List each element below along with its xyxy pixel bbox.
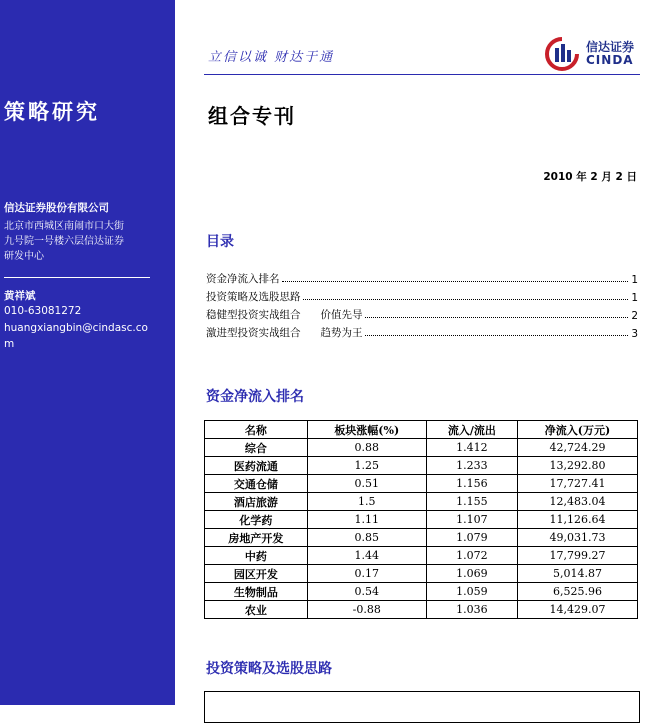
cell-change: 0.54 [307, 583, 426, 601]
slogan: 立信以诚 财达于通 [208, 50, 335, 65]
toc-item[interactable] [206, 268, 638, 286]
document-date: 2010 年 2 月 2 日 [543, 171, 637, 183]
cell-net-inflow: 17,727.41 [517, 475, 637, 493]
toc-leader [282, 281, 629, 282]
table-row [205, 565, 638, 583]
cell-name: 园区开发 [205, 565, 308, 583]
toc-leader [365, 335, 628, 336]
cell-change: 0.85 [307, 529, 426, 547]
table-of-contents [206, 268, 638, 340]
cell-name: 酒店旅游 [205, 493, 308, 511]
cell-net-inflow: 14,429.07 [517, 601, 637, 619]
document-title: 组合专刊 [208, 104, 296, 128]
cell-name: 农业 [205, 601, 308, 619]
cell-change: 0.17 [307, 565, 426, 583]
cell-ratio: 1.412 [426, 439, 517, 457]
cell-change: -0.88 [307, 601, 426, 619]
cell-ratio: 1.156 [426, 475, 517, 493]
cell-net-inflow: 13,292.80 [517, 457, 637, 475]
toc-item-page: 2 [631, 310, 638, 322]
cell-name: 交通仓储 [205, 475, 308, 493]
cell-name: 医药流通 [205, 457, 308, 475]
table-row [205, 457, 638, 475]
cell-name: 综合 [205, 439, 308, 457]
column-header: 名称 [205, 421, 308, 439]
cell-name: 中药 [205, 547, 308, 565]
cell-change: 1.44 [307, 547, 426, 565]
cell-net-inflow: 11,126.64 [517, 511, 637, 529]
company-address: 北京市西城区南闹市口大街 九号院一号楼六层信达证券 研发中心 [4, 221, 124, 262]
cell-net-inflow: 49,031.73 [517, 529, 637, 547]
table-header-row [205, 421, 638, 439]
toc-item-page: 1 [631, 292, 638, 304]
table-row [205, 583, 638, 601]
toc-leader [365, 317, 628, 318]
analyst-email[interactable]: huangxiangbin@cindasc.com [4, 322, 148, 350]
column-header: 板块涨幅(%) [307, 421, 426, 439]
toc-item[interactable] [206, 304, 638, 322]
cell-name: 化学药 [205, 511, 308, 529]
company-name: 信达证券股份有限公司 [4, 202, 109, 214]
cell-ratio: 1.107 [426, 511, 517, 529]
cell-change: 1.11 [307, 511, 426, 529]
toc-item-label: 投资策略及选股思路 [206, 291, 301, 303]
table-row [205, 511, 638, 529]
cell-ratio: 1.072 [426, 547, 517, 565]
header-divider [204, 74, 640, 75]
sidebar-divider [4, 277, 150, 278]
section-heading-fund-inflow: 资金净流入排名 [206, 389, 304, 405]
cell-change: 1.5 [307, 493, 426, 511]
table-row [205, 439, 638, 457]
toc-item-label: 稳健型投资实战组合 价值先导 [206, 309, 363, 321]
toc-item[interactable] [206, 286, 638, 304]
table-row [205, 475, 638, 493]
toc-heading: 目录 [206, 234, 234, 250]
table-row [205, 601, 638, 619]
toc-item-page: 3 [631, 328, 638, 340]
table-row [205, 547, 638, 565]
strategy-text-box [204, 691, 640, 723]
table-row [205, 529, 638, 547]
logo-name: 信达证券 [586, 40, 635, 54]
table-row [205, 493, 638, 511]
cell-ratio: 1.079 [426, 529, 517, 547]
column-header: 流入/流出 [426, 421, 517, 439]
cell-ratio: 1.155 [426, 493, 517, 511]
fund-inflow-table [204, 420, 638, 619]
toc-item-label: 激进型投资实战组合 趋势为王 [206, 327, 363, 339]
cell-ratio: 1.069 [426, 565, 517, 583]
cell-change: 0.51 [307, 475, 426, 493]
cell-name: 房地产开发 [205, 529, 308, 547]
toc-item-label: 资金净流入排名 [206, 273, 280, 285]
cell-change: 0.88 [307, 439, 426, 457]
cell-change: 1.25 [307, 457, 426, 475]
toc-leader [303, 299, 629, 300]
section-heading-strategy: 投资策略及选股思路 [206, 661, 332, 677]
analyst-phone: 010-63081272 [4, 305, 82, 317]
sidebar-title: 策略研究 [4, 99, 100, 124]
sidebar [0, 0, 175, 705]
analyst-name: 黄祥斌 [4, 290, 36, 302]
cell-ratio: 1.233 [426, 457, 517, 475]
cell-net-inflow: 6,525.96 [517, 583, 637, 601]
toc-item-page: 1 [631, 274, 638, 286]
column-header: 净流入(万元) [517, 421, 637, 439]
cell-net-inflow: 42,724.29 [517, 439, 637, 457]
toc-item[interactable] [206, 322, 638, 340]
cell-net-inflow: 12,483.04 [517, 493, 637, 511]
cell-ratio: 1.059 [426, 583, 517, 601]
cell-ratio: 1.036 [426, 601, 517, 619]
cinda-logo [542, 36, 642, 72]
cell-net-inflow: 17,799.27 [517, 547, 637, 565]
cell-name: 生物制品 [205, 583, 308, 601]
cinda-logo-icon [542, 36, 582, 72]
cell-net-inflow: 5,014.87 [517, 565, 637, 583]
logo-en: CINDA [586, 53, 634, 67]
